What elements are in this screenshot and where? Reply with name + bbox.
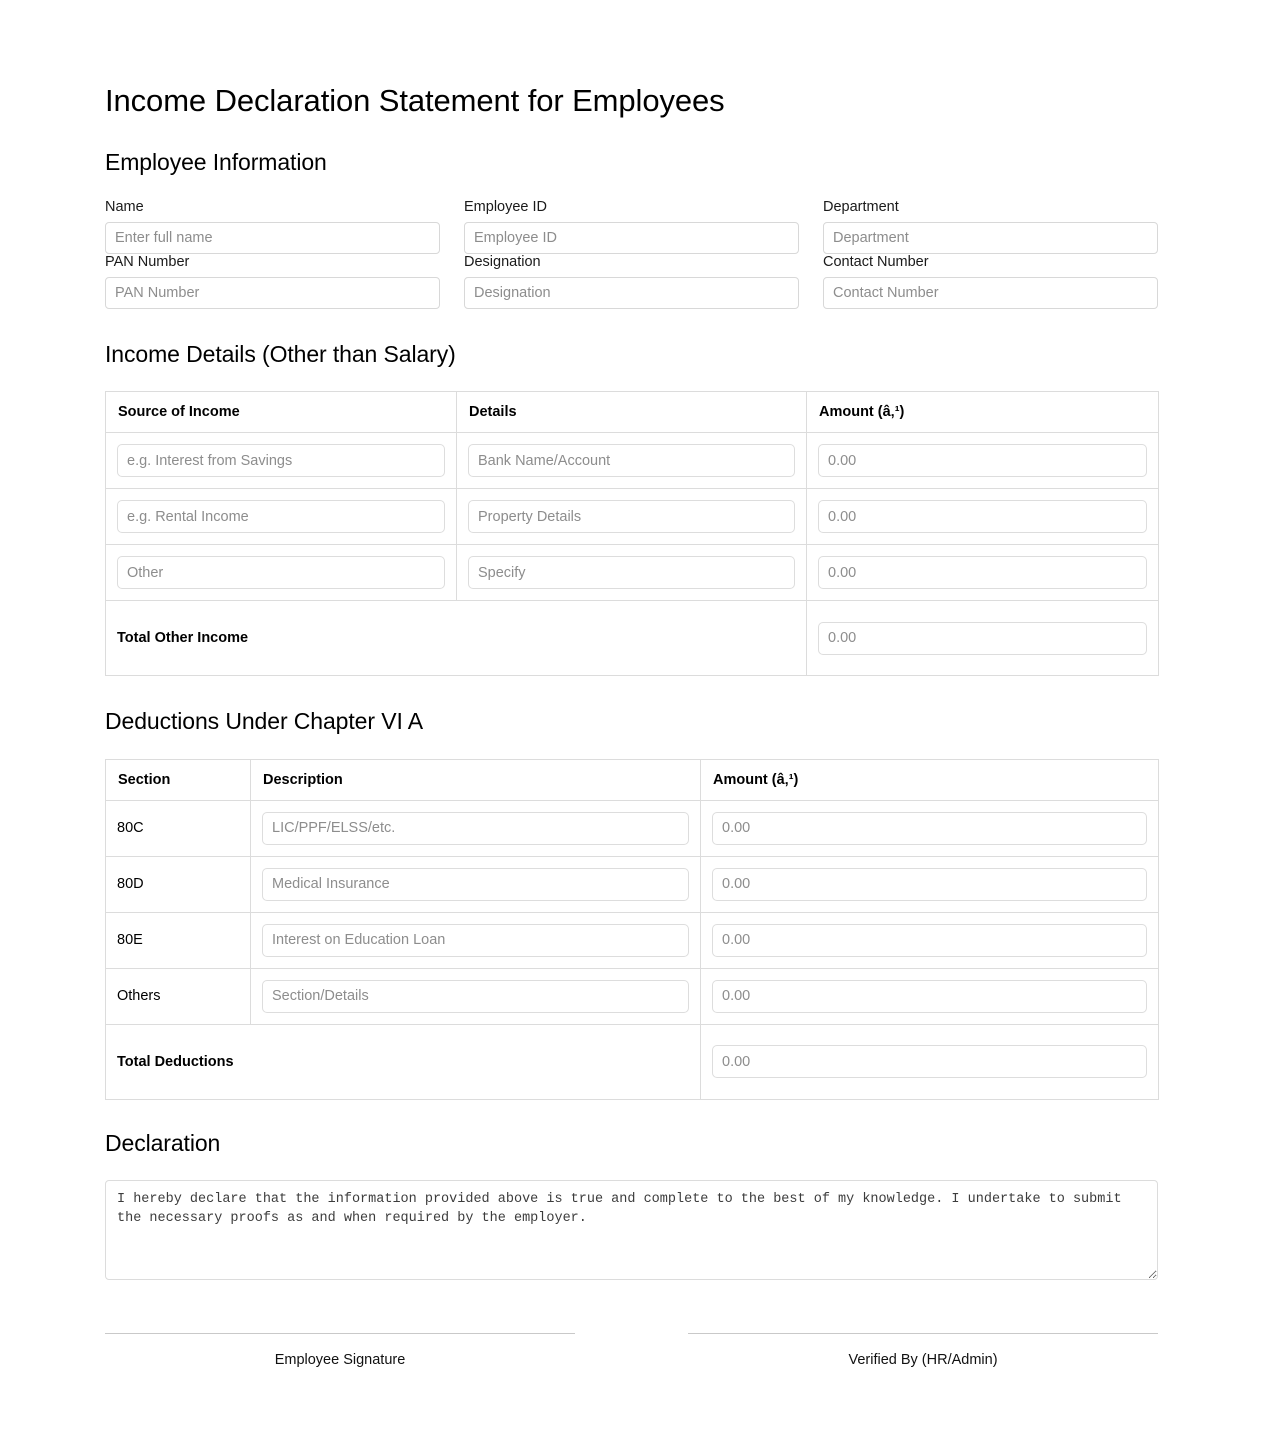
employee-signature-label: Employee Signature <box>274 1351 406 1368</box>
deduction-description-input-80c[interactable] <box>262 812 689 845</box>
deduction-cell-amount-80c <box>701 800 1159 856</box>
deduction-cell-description-80c <box>251 800 701 856</box>
deduction-cell-amount-80e <box>701 912 1159 968</box>
table-row <box>106 545 1159 601</box>
income-amount-input-3[interactable] <box>818 556 1147 589</box>
income-col-source-of-income: Source of Income <box>106 392 457 433</box>
deduction-cell-description-others <box>251 968 701 1024</box>
label-employee-id: Employee ID <box>464 198 548 215</box>
table-row <box>106 912 1159 968</box>
department-input[interactable] <box>823 222 1158 254</box>
contact-number-input[interactable] <box>823 277 1158 309</box>
deduction-section-label-others: Others <box>106 968 251 1024</box>
deductions-total-cell <box>701 1024 1159 1099</box>
signature-row <box>105 1333 1158 1369</box>
income-cell-details-2 <box>457 489 807 545</box>
deduction-description-input-80d[interactable] <box>262 868 689 901</box>
label-pan-number: PAN Number <box>105 253 190 270</box>
income-total-label: Total Other Income <box>106 601 807 676</box>
income-details-input-1[interactable] <box>468 444 795 477</box>
income-source-input-2[interactable] <box>117 500 445 533</box>
deduction-amount-input-80d[interactable] <box>712 868 1147 901</box>
pan-number-input[interactable] <box>105 277 440 309</box>
deduction-description-input-80e[interactable] <box>262 924 689 957</box>
employee-signature-line <box>105 1333 575 1334</box>
table-row <box>106 800 1159 856</box>
deduction-amount-input-80c[interactable] <box>712 812 1147 845</box>
income-source-input-3[interactable] <box>117 556 445 589</box>
income-source-input-1[interactable] <box>117 444 445 477</box>
deductions-total-label: Total Deductions <box>106 1024 701 1099</box>
income-col-details: Details <box>457 392 807 433</box>
employee-information-heading: Employee Information <box>105 149 327 176</box>
deductions-col-section: Section <box>106 759 251 800</box>
income-total-input[interactable] <box>818 622 1147 655</box>
income-details-heading: Income Details (Other than Salary) <box>105 340 456 367</box>
deduction-amount-input-80e[interactable] <box>712 924 1147 957</box>
deductions-col-description: Description <box>251 759 701 800</box>
income-cell-source-2 <box>106 489 457 545</box>
verifier-signature-block <box>688 1333 1158 1369</box>
deduction-section-label-80d: 80D <box>106 856 251 912</box>
income-col-amount: Amount (â‚¹) <box>807 392 1159 433</box>
deduction-section-label-80e: 80E <box>106 912 251 968</box>
label-department: Department <box>823 198 899 215</box>
field-department <box>823 199 1158 254</box>
declaration-heading: Declaration <box>105 1129 221 1156</box>
employee-signature-block <box>105 1333 575 1369</box>
deduction-amount-input-others[interactable] <box>712 980 1147 1013</box>
designation-input[interactable] <box>464 277 799 309</box>
deduction-cell-amount-80d <box>701 856 1159 912</box>
income-cell-amount-2 <box>807 489 1159 545</box>
table-row <box>106 489 1159 545</box>
table-row <box>106 968 1159 1024</box>
table-row <box>106 856 1159 912</box>
income-cell-source-1 <box>106 433 457 489</box>
deduction-description-input-others[interactable] <box>262 980 689 1013</box>
income-table-header-row <box>106 392 1159 433</box>
employee-information-grid <box>105 199 1158 309</box>
field-name <box>105 199 440 254</box>
deduction-cell-description-80d <box>251 856 701 912</box>
income-cell-source-3 <box>106 545 457 601</box>
deductions-col-amount: Amount (â‚¹) <box>701 759 1159 800</box>
field-employee-id <box>464 199 799 254</box>
income-amount-input-2[interactable] <box>818 500 1147 533</box>
deductions-table <box>105 759 1159 1100</box>
field-designation <box>464 254 799 309</box>
label-name: Name <box>105 198 144 215</box>
verifier-signature-line <box>688 1333 1158 1334</box>
income-cell-amount-1 <box>807 433 1159 489</box>
declaration-textarea[interactable] <box>105 1180 1158 1280</box>
declaration-field-wrapper <box>105 1180 1158 1280</box>
deductions-total-input[interactable] <box>712 1045 1147 1078</box>
income-details-input-2[interactable] <box>468 500 795 533</box>
income-cell-details-3 <box>457 545 807 601</box>
deduction-section-label-80c: 80C <box>106 800 251 856</box>
page-title: Income Declaration Statement for Employees <box>105 83 725 118</box>
table-row <box>106 433 1159 489</box>
label-designation: Designation <box>464 253 541 270</box>
verifier-signature-label: Verified By (HR/Admin) <box>848 1351 998 1368</box>
income-total-cell <box>807 601 1159 676</box>
label-contact-number: Contact Number <box>823 253 929 270</box>
income-cell-amount-3 <box>807 545 1159 601</box>
deduction-cell-description-80e <box>251 912 701 968</box>
field-contact-number <box>823 254 1158 309</box>
employee-id-input[interactable] <box>464 222 799 254</box>
field-pan-number <box>105 254 440 309</box>
income-cell-details-1 <box>457 433 807 489</box>
income-details-input-3[interactable] <box>468 556 795 589</box>
deductions-total-row <box>106 1024 1159 1099</box>
income-total-row <box>106 601 1159 676</box>
income-details-table <box>105 391 1159 676</box>
deductions-heading: Deductions Under Chapter VI A <box>105 708 423 735</box>
deduction-cell-amount-others <box>701 968 1159 1024</box>
income-amount-input-1[interactable] <box>818 444 1147 477</box>
deductions-table-header-row <box>106 759 1159 800</box>
name-input[interactable] <box>105 222 440 254</box>
